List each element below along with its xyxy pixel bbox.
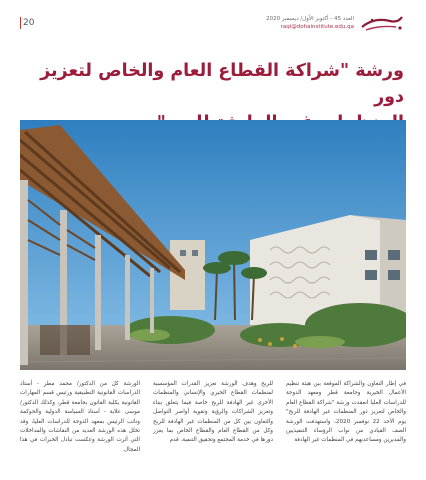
page-header xyxy=(0,0,426,40)
campus-photo xyxy=(20,120,406,370)
page-number: 20 xyxy=(23,18,35,28)
article-column-1: في إطار التعاون والشراكة الموقعة بين هيئة تنظيم الأعمال الخيرية وجامعة قطر ومعهد الدوحة للدراسات العليا انعقدت ورشة "شراكة القطاع العام والخاص لتعزيز دور المنظمات غير الهادفة للربح" يوم الأحد 22 نوفمبر 2020، واستهدفت الورشة الصف القيادي من نواب الرؤساء التنفيذيين والمديرين ومساعديهم في المنظمات غير الهادفة xyxy=(286,381,406,444)
title-line-1: ورشة "شراكة القطاع العام والخاص لتعزيز دور xyxy=(40,61,404,107)
logo-sweep-icon xyxy=(360,13,404,33)
article-column-3: الورشة كل من الدكتور/ محمد مطر - أستاذ الدراسات القانونية التطبيقية ورئيس قسم المهارات القانونية بكلية القانون بجامعة قطر، وكذلك الدكتور/ موسى علاية - أستاذ السياسة الدولية والحوكمة ونائب الرئيس بمعهد الدوحة للدراسات العليا، وقد تخلل هذه الورشة العديد من النقاشات والمداخلات التي أثرت الورشة وعكست تبادل الخبرات في هذا المجال. xyxy=(20,381,140,453)
campus-photo-illustration xyxy=(20,120,406,370)
issue-info xyxy=(266,15,354,31)
issue-email[interactable]: raqi@dohainstitute.edu.qa xyxy=(280,24,354,30)
article-column-2: للربح وهدف الورشة تعزيز القدرات المؤسسية لمنظمات القطاع الخيري والإنساني والمنظمات الأخرى غير الهادفة للربح خاصة فيما يتعلق ببناء وتعزيز الشراكات والرؤية وتقوية أواصر التواصل والتعاون بين كل من المنظمات غير الهادفة للربح وكل من القطاع العام والقطاع الخاص بما يعزز دورها في خدمة المجتمع وتحقيق التنمية. قدم xyxy=(153,381,273,444)
issue-line: العدد 45 - أكتوبر الأول/ ديسمبر 2020 xyxy=(266,16,354,22)
magazine-logo xyxy=(360,9,404,33)
page-number-rule xyxy=(20,17,21,29)
article-body xyxy=(20,380,406,472)
